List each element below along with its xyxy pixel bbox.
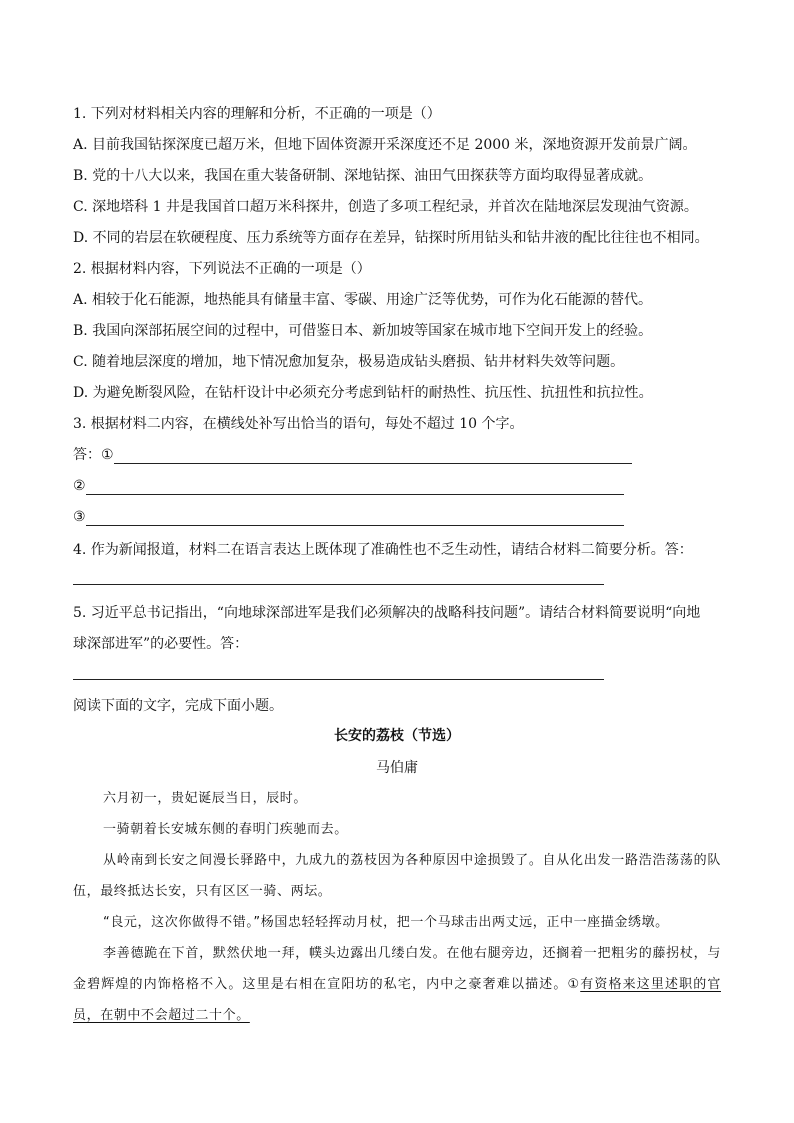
question-1-option-d: D. 不同的岩层在软硬程度、压力系统等方面存在差异，钻探时所用钻头和钻井液的配比往往也不相同。: [73, 230, 709, 246]
passage-paragraph-4: “良元，这次你做得不错。”杨国忠轻轻挥动月杖，把一个马球击出两丈远，正中一座描金绣墩。: [103, 915, 669, 930]
question-2-option-c: C. 随着地层深度的增加，地下情况愈加复杂，极易造成钻头磨损、钻井材料失效等问题。: [73, 354, 625, 370]
paragraph-5-text: 李善德跪在下首，默然伏地一拜，幞头边露出几缕白发。在他右腿旁边，还搁着一把粗劣的藤拐杖，与金碧辉煌的内饰格格不入。这里是右相在宣阳坊的私宅，内中之豪奢难以描述。①: [73, 946, 721, 992]
passage-author: 马伯庸: [376, 760, 418, 776]
answer-blank-3[interactable]: [86, 511, 624, 526]
question-2-option-a: A. 相较于化石能源，地热能具有储量丰富、零碳、用途广泛等优势，可作为化石能源的替代。: [73, 292, 653, 308]
passage-paragraph-5: [73, 938, 721, 1031]
question-2-stem: 2. 根据材料内容，下列说法不正确的一项是（）: [73, 261, 371, 277]
blank-number-1: ①: [101, 447, 114, 463]
passage-title: 长安的荔枝（节选）: [334, 728, 460, 744]
reading-instruction: 阅读下面的文字，完成下面小题。: [73, 698, 283, 714]
question-2-option-d: D. 为避免断裂风险，在钻杆设计中必须充分考虑到钻杆的耐热性、抗压性、抗扭性和抗拉性。: [73, 385, 653, 401]
question-1-option-b: B. 党的十八大以来，我国在重大装备研制、深地钻探、油田气田探获等方面均取得显著成就。: [73, 168, 653, 184]
passage-body: [73, 783, 721, 1031]
answer-prefix: 答：: [73, 447, 101, 463]
question-1-stem: 1. 下列对材料相关内容的理解和分析，不正确的一项是（）: [73, 106, 441, 122]
question-1-option-c: C. 深地塔科 1 井是我国首口超万米科探井，创造了多项工程纪录，并首次在陆地深层发现油气资源。: [73, 199, 698, 215]
blank-number-2: ②: [73, 478, 86, 494]
question-3-answer-row-2: [73, 477, 624, 495]
question-5-stem-line-2: 球深部进军”的必要性。答：: [73, 636, 249, 652]
question-3-answer-row-1: [73, 446, 632, 464]
answer-blank-2[interactable]: [86, 480, 624, 495]
passage-paragraph-1: 六月初一，贵妃诞辰当日，辰时。: [103, 791, 308, 806]
passage-paragraph-3: 从岭南到长安之间漫长驿路中，九成九的荔枝因为各种原因中途损毁了。自从化出发一路浩浩荡荡的队伍，最终抵达长安，只有区区一骑、两坛。: [73, 853, 721, 899]
question-5-stem-line-1: 5. 习近平总书记指出，“向地球深部进军是我们必须解决的战略科技问题”。请结合材料简要说明“向地: [73, 605, 701, 621]
question-4-stem: 4. 作为新闻报道，材料二在语言表达上既体现了准确性也不乏生动性，请结合材料二简要分析。答：: [73, 542, 693, 558]
answer-blank-1[interactable]: [114, 449, 632, 464]
blank-number-3: ③: [73, 509, 86, 525]
question-3-stem: 3. 根据材料二内容，在横线处补写出恰当的语句，每处不超过 10 个字。: [73, 416, 524, 432]
question-1-option-a: A. 目前我国钻探深度已超万米，但地下固体资源开采深度还不足 2000 米，深地资源开发前景广阔。: [73, 137, 697, 153]
passage-paragraph-2: 一骑朝着长安城东侧的春明门疾驰而去。: [103, 822, 348, 837]
underlined-sentence-1: 有资格来这里述职的官员，在朝中不会超过二十个。: [73, 977, 721, 1023]
question-3-answer-row-3: [73, 508, 624, 526]
question-4-answer-line[interactable]: [73, 584, 604, 585]
question-2-option-b: B. 我国向深部拓展空间的过程中，可借鉴日本、新加坡等国家在城市地下空间开发上的经验。: [73, 323, 653, 339]
question-5-answer-line[interactable]: [73, 679, 604, 680]
